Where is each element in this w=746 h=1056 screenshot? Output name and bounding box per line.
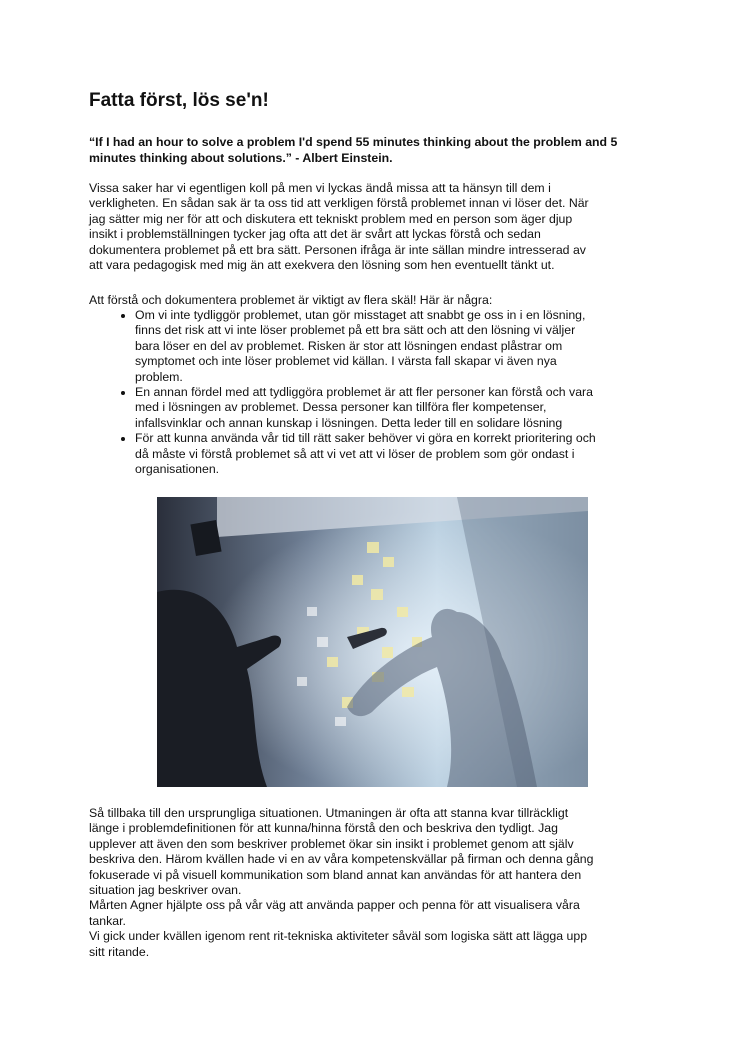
text-line: Vi gick under kvällen igenom rent rit-tekniska aktiviteter såväl som logiska sätt att lägga upp [89, 929, 588, 944]
text-line: beskriva den. Härom kvällen hade vi en av våra kompetenskvällar på firman och denna gång [89, 852, 594, 867]
text-line: jag sätter mig ner för att och diskutera ett tekniskt problem med en person som äger djup [89, 211, 573, 226]
closing-paragraph [89, 806, 654, 960]
text-line: situation jag beskriver ovan. [89, 883, 242, 898]
reasons-list [117, 308, 673, 477]
intro-paragraph [89, 181, 654, 273]
list-item: • En annan fördel med att tydliggöra problemet är att fler personer kan förstå och vara med i lösningen av problemet. Dessa personer kan tillföra fler kompetenser, infallsvinklar och annan kunskap i lösningen. Detta leder till en solidare lösning [135, 385, 673, 431]
text-line: länge i problemdefinitionen för att kunna/hinna förstå den och beskriva den tydligt. Jag [89, 821, 558, 836]
text-line: att vara pedagogisk med mig än att exekvera den lösning som hen eventuellt tänkt ut. [89, 258, 555, 273]
whiteboard-photo [157, 497, 588, 787]
list-item: • Om vi inte tydliggör problemet, utan gör misstaget att snabbt ge oss in i en lösning, finns det risk att vi inte löser problemet på ett bra sätt och att den lösning vi väljer bara löser en del av problemet. Risken är stor att lösningen endast plåstrar om symptomet och inte löser problemet vid källan. I värsta fall skapar vi även nya problem. [135, 308, 673, 385]
list-lead: Att förstå och dokumentera problemet är viktigt av flera skäl! Här är några: [89, 293, 493, 307]
text-line: sitt ritande. [89, 944, 150, 959]
text-line: dokumentera problemet på ett bra sätt. Personen ifråga är inte sällan mindre intresserad av [89, 242, 586, 257]
text-line: fokuserade vi på visuell kommunikation som bland annat kan användas för att hantera den [89, 867, 582, 882]
photo-illustration [157, 497, 588, 787]
einstein-quote: “If I had an hour to solve a problem I'd spend 55 minutes thinking about the problem and 5 minutes thinking about solutions.” - Albert Einstein. [89, 135, 618, 165]
text-line: Vissa saker har vi egentligen koll på men vi lyckas ändå missa att ta hänsyn till dem i [89, 181, 551, 195]
text-line: upplever att även den som beskriver problemet ökar sin insikt i problemet genom att själv [89, 836, 574, 851]
text-line: verkligheten. En sådan sak är ta oss tid att verkligen förstå problemet innan vi löser det. När [89, 196, 589, 211]
page-title: Fatta först, lös se'n! [89, 90, 269, 111]
text-line: Mårten Agner hjälpte oss på vår väg att använda papper och penna för att visualisera våra [89, 898, 580, 913]
list-item: • För att kunna använda vår tid till rätt saker behöver vi göra en korrekt prioritering och då måste vi förstå problemet så att vi vet att vi löser de problem som gör ondast i organisationen. [135, 431, 673, 477]
text-line: insikt i problemställningen tycker jag ofta att det är svårt att lyckas förstå och sedan [89, 227, 541, 242]
text-line: Så tillbaka till den ursprungliga situationen. Utmaningen är ofta att stanna kvar tillräckligt [89, 806, 569, 820]
text-line: tankar. [89, 913, 126, 928]
